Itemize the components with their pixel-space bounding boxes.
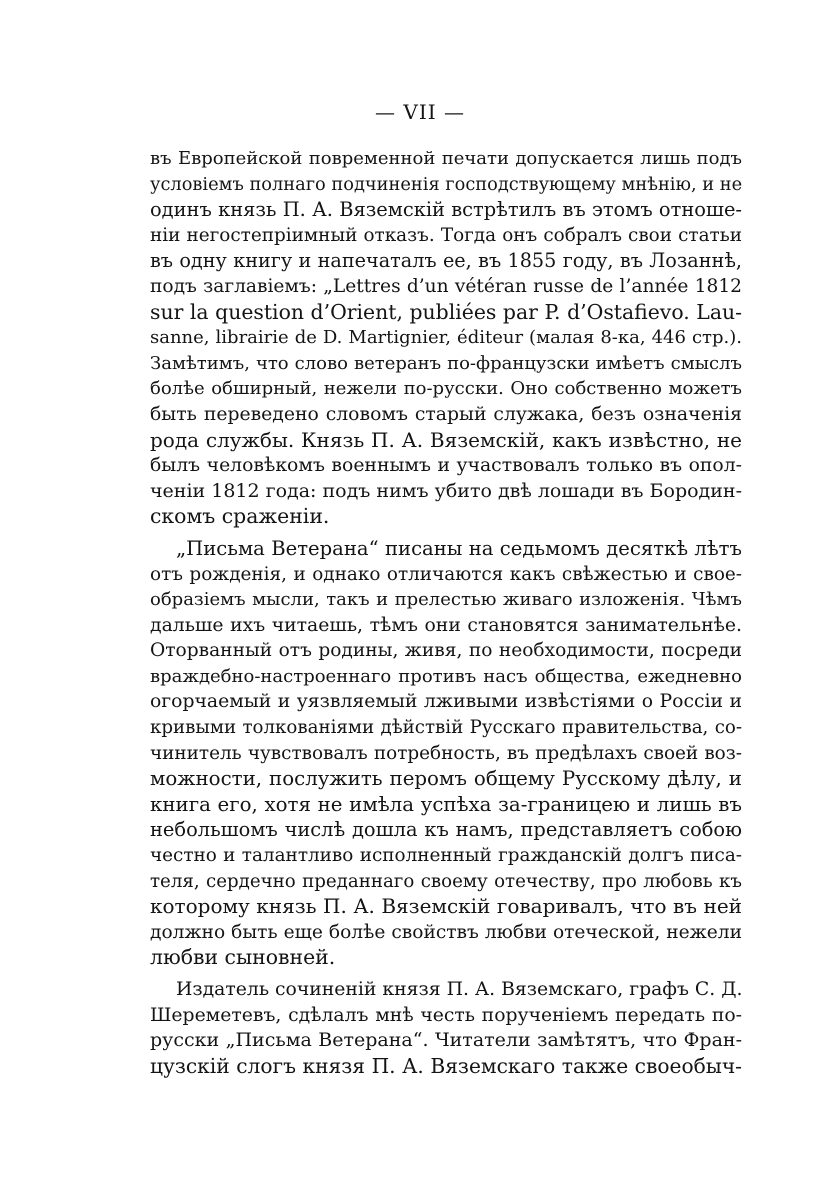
text-line: можности, послужить перомъ общему Русскому дѣлу, и: [150, 767, 742, 791]
text-line: дальше ихъ читаешь, тѣмъ они становятся занимательнѣе.: [150, 614, 742, 636]
text-line: рода службы. Князь П. А. Вяземскій, какъ извѣстно, не: [150, 427, 742, 452]
text-line: sur la question d’Orient, publiées par P. d’Ostafievo. Lau-: [150, 299, 742, 324]
text-line: образіемъ мысли, такъ и прелестью живаго изложенія. Чѣмъ: [150, 589, 742, 611]
text-line: небольшомъ числѣ дошла къ намъ, представляетъ собою: [150, 818, 742, 842]
text-line: ченіи 1812 года: подъ нимъ убито двѣ лошади въ Бородин-: [150, 479, 743, 502]
text-line: теля, сердечно преданнаго своему отечеству, про любовь къ: [150, 870, 742, 892]
text-line: болѣе обширный, нежели по-русски. Оно собственно можетъ: [150, 378, 742, 400]
paragraph-1: [150, 146, 742, 530]
paragraph-2: [150, 536, 742, 971]
text-line: чинитель чувствовалъ потребность, въ предѣлахъ своей воз-: [150, 742, 742, 764]
text-line: sanne, librairie de D. Martignier, éditeur (малая 8-ка, 446 стр.).: [150, 327, 742, 349]
text-line: Издатель сочиненій князя П. А. Вяземскаго, графъ С. Д.: [176, 979, 743, 1000]
text-body: [150, 146, 742, 1079]
text-line: условіемъ полнаго подчиненія господствующему мнѣнію, и не: [150, 173, 743, 195]
text-line: Замѣтимъ, что слово ветеранъ по-французски имѣетъ смыслъ: [150, 352, 742, 374]
text-line: цузскій слогъ князя П. А. Вяземскаго также своеобыч-: [150, 1053, 742, 1078]
paragraph-3: [150, 977, 742, 1079]
text-line: въ одну книгу и напечаталъ ее, въ 1855 году, въ Лозаннѣ,: [150, 249, 742, 273]
text-line: отъ рожденія, и однако отличаются какъ свѣжестью и свое-: [150, 563, 742, 585]
text-line: враждебно-настроеннаго противъ насъ общества, ежедневно: [150, 665, 742, 687]
text-line: подъ заглавіемъ: „Lettres d’un vétéran russe de l’année 1812: [150, 275, 742, 297]
text-line: Оторванный отъ родины, живя, по необходимости, посреди: [150, 640, 742, 662]
text-line: одинъ князь П. А. Вяземскій встрѣтилъ въ этомъ отноше-: [150, 198, 742, 222]
text-line: въ Европейской повременной печати допускается лишь подъ: [150, 148, 742, 169]
text-line: Шереметевъ, сдѣлалъ мнѣ честь порученіемъ передать по-: [150, 1004, 742, 1026]
text-line: ніи негостепріимный отказъ. Тогда онъ собралъ свои статьи: [150, 224, 742, 246]
text-line: огорчаемый и уязвляемый лживыми извѣстіями о Россіи и: [150, 691, 742, 713]
text-line: книга его, хотя не имѣла успѣха за-границею и лишь въ: [150, 792, 742, 816]
page-number-header: — VII —: [375, 100, 465, 124]
text-line: быть переведено словомъ старый служака, безъ означенія: [150, 403, 742, 425]
text-line: которому князь П. А. Вяземскій говаривалъ, что въ ней: [150, 894, 742, 919]
text-line: скомъ сраженіи.: [150, 504, 330, 529]
text-line: „Письма Ветерана“ писаны на седьмомъ десяткѣ лѣтъ: [176, 536, 742, 560]
text-line: должно быть еще болѣе свойствъ любви отеческой, нежели: [150, 921, 742, 943]
text-line: былъ человѣкомъ военнымъ и участвовалъ только въ опол-: [150, 455, 742, 477]
text-line: честно и талантливо исполненный гражданскій долгъ писа-: [150, 845, 742, 867]
text-line: любви сыновней.: [150, 945, 336, 970]
text-line: русски „Письма Ветерана“. Читатели замѣтятъ, что Фран-: [150, 1029, 742, 1052]
text-line: кривыми толкованіями дѣйствій Русскаго правительства, со-: [150, 717, 742, 739]
